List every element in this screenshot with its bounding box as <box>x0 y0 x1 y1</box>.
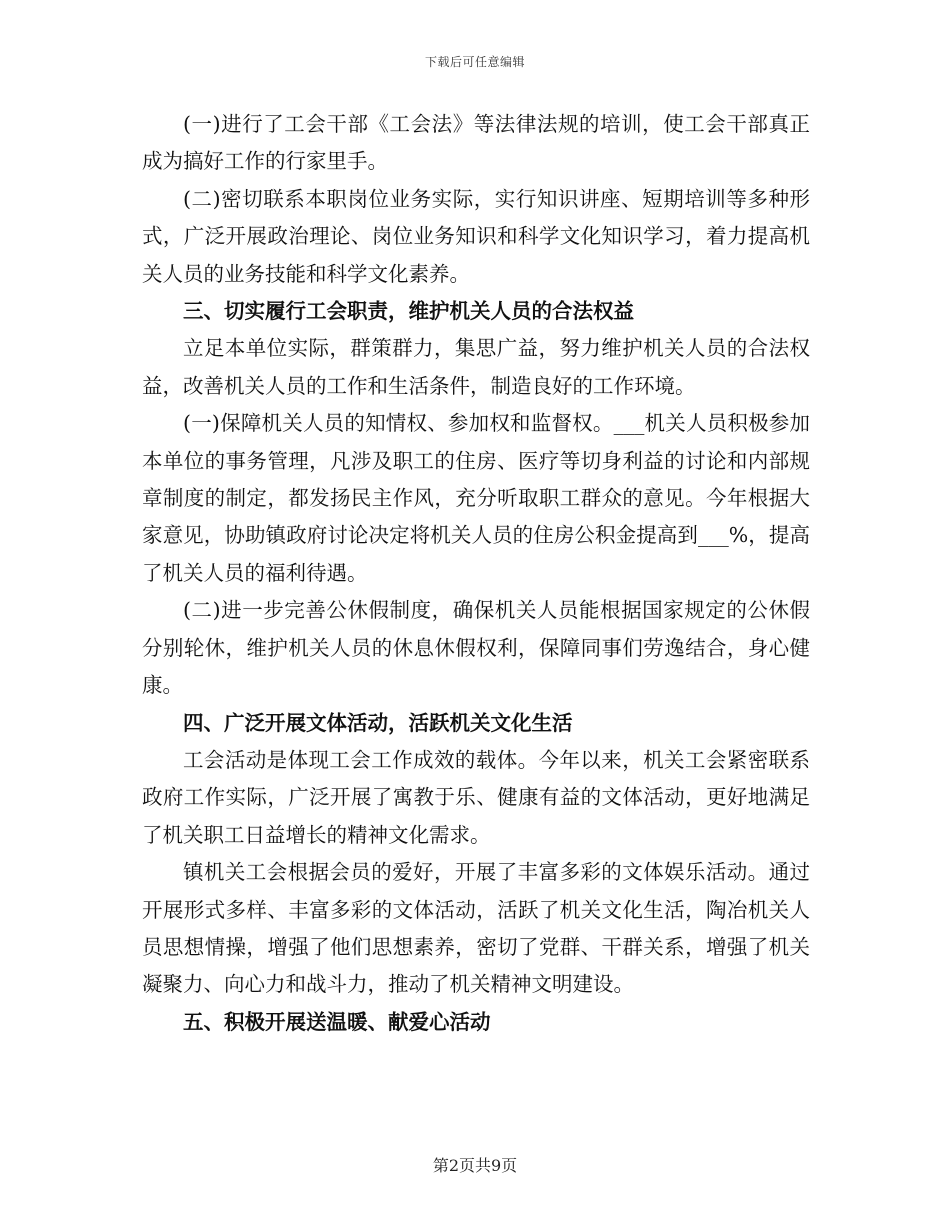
section-heading-4: 四、广泛开展文体活动，活跃机关文化生活 <box>183 710 573 735</box>
section-heading-5: 五、积极开展送温暖、献爱心活动 <box>183 1009 491 1034</box>
paragraph-training-law: (一)进行了工会干部《工会法》等法律法规的培训，使工会干部真正成为搞好工作的行家里手。 <box>142 112 810 174</box>
page-number: 第2页共9页 <box>432 1156 518 1175</box>
paragraph-leave-system: (二)进一步完善公休假制度，确保机关人员能根据国家规定的公休假分别轮休，维护机关人员的休息休假权利，保障同事们劳逸结合，身心健康。 <box>142 598 810 698</box>
paragraph-rights-intro: 立足本单位实际，群策群力，集思广益，努力维护机关人员的合法权益，改善机关人员的工作和生活条件，制造良好的工作环境。 <box>142 336 810 398</box>
section-heading-3: 三、切实履行工会职责，维护机关人员的合法权益 <box>183 299 634 324</box>
document-body <box>142 106 810 1041</box>
paragraph-business-training: (二)密切联系本职岗位业务实际，实行知识讲座、短期培训等多种形式，广泛开展政治理论、岗位业务知识和科学文化知识学习，着力提高机关人员的业务技能和科学文化素养。 <box>142 186 810 286</box>
paragraph-right-to-know: (一)保障机关人员的知情权、参加权和监督权。___机关人员积极参加本单位的事务管理，凡涉及职工的住房、医疗等切身利益的讨论和内部规章制度的制定，都发扬民主作风，充分听取职工群众的意见。今年根据大家意见，协助镇政府讨论决定将机关人员的住房公积金提高到___%，提高了机关人员的福利待遇。 <box>142 411 810 585</box>
page-header-note: 下载后可任意编辑 <box>424 55 525 69</box>
paragraph-union-activities: 工会活动是体现工会工作成效的载体。今年以来，机关工会紧密联系政府工作实际，广泛开展了寓教于乐、健康有益的文体活动，更好地满足了机关职工日益增长的精神文化需求。 <box>142 747 810 847</box>
paragraph-cultural-activities: 镇机关工会根据会员的爱好，开展了丰富多彩的文体娱乐活动。通过开展形式多样、丰富多彩的文体活动，活跃了机关文化生活，陶冶机关人员思想情操，增强了他们思想素养，密切了党群、干群关系，增强了机关凝聚力、向心力和战斗力，推动了机关精神文明建设。 <box>142 860 810 997</box>
